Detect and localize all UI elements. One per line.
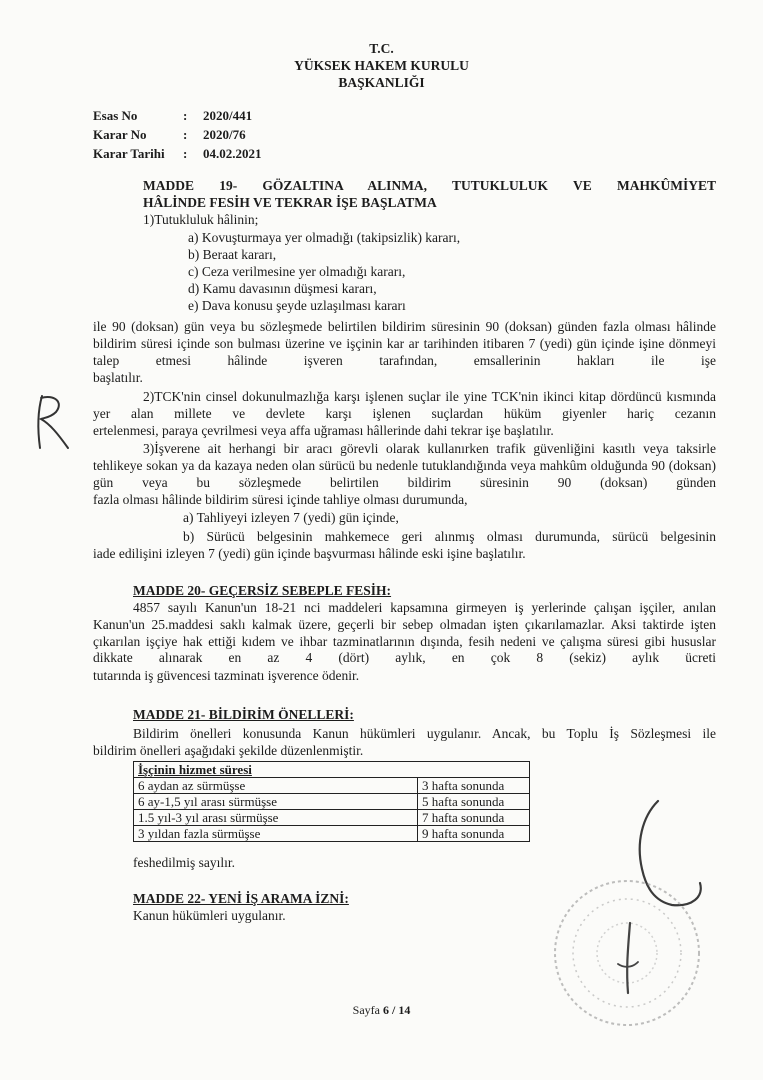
article-19-para3-body: 3)İşverene ait herhangi bir aracı görevli olarak kullanırken trafik güvenliğini kasıtlı veya taksirle tehlikeye sokan ya da kazaya neden olan sürücü bu nedenle tutuklandığında veya mahkûm olduğunda 90 (doksan) gün veya bu sözleşmede belirtilen bildirim süresinin 90 (doksan) günden [93, 441, 716, 490]
meta-sep: : [183, 127, 188, 142]
article-19-title-line2: HÂLİNDE FESİH VE TEKRAR İŞE BAŞLATMA [143, 195, 437, 210]
table-row [134, 810, 530, 826]
table-cell-period: 6 ay-1,5 yıl arası sürmüşse [134, 794, 418, 810]
article-20-body: 4857 sayılı Kanun'un 18-21 nci maddeleri kapsamına girmeyen iş yerlerinde çalışan işçiler, anılan Kanun'un 25.maddesi saklı kalmak üzere, geçerli bir sebep olmadan işten çıkarılamazlar. Aksi taktirde işten çıkarılan işçiye hak ettiği kıdem ve ihbar tazminatlarının dışında, fesih nedeni ve çalışma süresi gibi hususlar dikkate alınarak en az 4 (dört) aylık, en çok 8 (sekiz) aylık ücreti [93, 600, 716, 666]
list-item: d) Kamu davasının düşmesi kararı, [188, 281, 377, 296]
table-header-cell: İşçinin hizmet süresi [134, 762, 530, 778]
list-item: c) Ceza verilmesine yer olmadığı kararı, [188, 264, 406, 279]
article-21-title [133, 707, 633, 724]
list-item: a) Tahliyeyi izleyen 7 (yedi) gün içinde, [183, 510, 399, 525]
footer-prefix: Sayfa [352, 1003, 383, 1017]
table-cell-notice: 5 hafta sonunda [418, 794, 530, 810]
meta-value: 2020/441 [203, 108, 253, 123]
meta-row-tarih [93, 144, 262, 163]
footer-page-total: 14 [398, 1003, 411, 1017]
article-20-title-text: MADDE 20- GEÇERSİZ SEBEPLE FESİH: [133, 583, 392, 598]
table-header-row [134, 762, 530, 778]
footer-separator: / [388, 1003, 399, 1017]
meta-sep: : [183, 146, 188, 161]
article-21-after-table: feshedilmiş sayılır. [133, 855, 235, 870]
article-19-para1-body: ile 90 (doksan) gün veya bu sözleşmede belirtilen bildirim süresinin 90 (doksan) günden fazla olması hâlinde bildirim süresi içinde son bulması üzerine ve işçinin kar ar tarihinden itibaren 7 (yedi) gün içinde işine dönmeyi talep etmesi hâlinde işveren tarafından, emsallerinin hakları ile işe [93, 319, 716, 368]
meta-row-esas [93, 106, 262, 125]
article-19-title-line1: MADDE 19- GÖZALTINA ALINMA, TUTUKLULUK VE MAHKÛMİYET [143, 178, 716, 193]
table-row [134, 778, 530, 794]
table-row [134, 794, 530, 810]
article-19-para3b-body: b) Sürücü belgesinin mahkemece geri alınmış olması durumunda, sürücü belgesinin [183, 529, 716, 544]
article-19-para3b-end: iade edilişini izleyen 7 (yedi) gün içinde başvurması hâlinde eski işine başlatılır. [93, 546, 526, 561]
article-21-body: Bildirim önelleri konusunda Kanun hükümleri uygulanır. Ancak, bu Toplu İş Sözleşmesi ile [133, 726, 716, 741]
article-20-end: tutarında iş güvencesi tazminatı işverence ödenir. [93, 668, 360, 683]
article-19-para1-intro: 1)Tutukluluk hâlinin; [143, 212, 259, 227]
list-item: a) Kovuşturmaya yer olmadığı (takipsizlik) kararı, [188, 230, 461, 245]
table-cell-period: 3 yıldan fazla sürmüşse [134, 826, 418, 842]
meta-label: Esas No [93, 108, 138, 123]
article-21-title-text: MADDE 21- BİLDİRİM ÖNELLERİ: [133, 707, 354, 722]
article-22-title-text: MADDE 22- YENİ İŞ ARAMA İZNİ: [133, 891, 349, 906]
table-cell-period: 6 aydan az sürmüşse [134, 778, 418, 794]
footer-page-number: 6 [382, 1003, 389, 1017]
article-20-title [133, 583, 633, 600]
list-item: e) Dava konusu şeyde uzlaşılması kararı [188, 298, 406, 313]
article-22-body: Kanun hükümleri uygulanır. [133, 908, 286, 923]
handwritten-initial-mark [28, 392, 74, 454]
list-item: b) Beraat kararı, [188, 247, 277, 262]
article-19-para2-body: 2)TCK'nin cinsel dokunulmazlığa karşı işlenen suçlar ile yine TCK'nin ikinci kitap dördüncü kısmında yer alan millete ve devlete karşı işlenen suçlardan hüküm giyenler hariç cezanın [93, 389, 716, 421]
meta-sep: : [183, 108, 188, 123]
meta-value: 2020/76 [203, 127, 246, 142]
meta-label: Karar No [93, 127, 147, 142]
table-cell-period: 1.5 yıl-3 yıl arası sürmüşse [134, 810, 418, 826]
meta-row-karar [93, 125, 262, 144]
table-cell-notice: 7 hafta sonunda [418, 810, 530, 826]
article-19-para2-end: ertelenmesi, paraya çevrilmesi veya affa uğraması hâllerinde dahi tekrar işe başlatılır. [93, 423, 554, 438]
article-19-para3-end: fazla olması hâlinde bildirim süresi içinde tahliye olması durumunda, [93, 492, 468, 507]
table-cell-notice: 3 hafta sonunda [418, 778, 530, 794]
official-stamp-seal [542, 868, 712, 1038]
case-meta [93, 106, 262, 163]
meta-label: Karar Tarihi [93, 146, 165, 161]
header-institution: YÜKSEK HAKEM KURULU [294, 58, 469, 73]
header-tc: T.C. [369, 41, 394, 56]
notice-period-table [133, 761, 530, 842]
table-row [134, 826, 530, 842]
article-21-end: bildirim önelleri aşağıdaki şekilde düzenlenmiştir. [93, 743, 364, 758]
meta-value: 04.02.2021 [203, 146, 262, 161]
header-department: BAŞKANLIĞI [338, 75, 425, 90]
article-19-para1-end: başlatılır. [93, 370, 143, 385]
table-cell-notice: 9 hafta sonunda [418, 826, 530, 842]
